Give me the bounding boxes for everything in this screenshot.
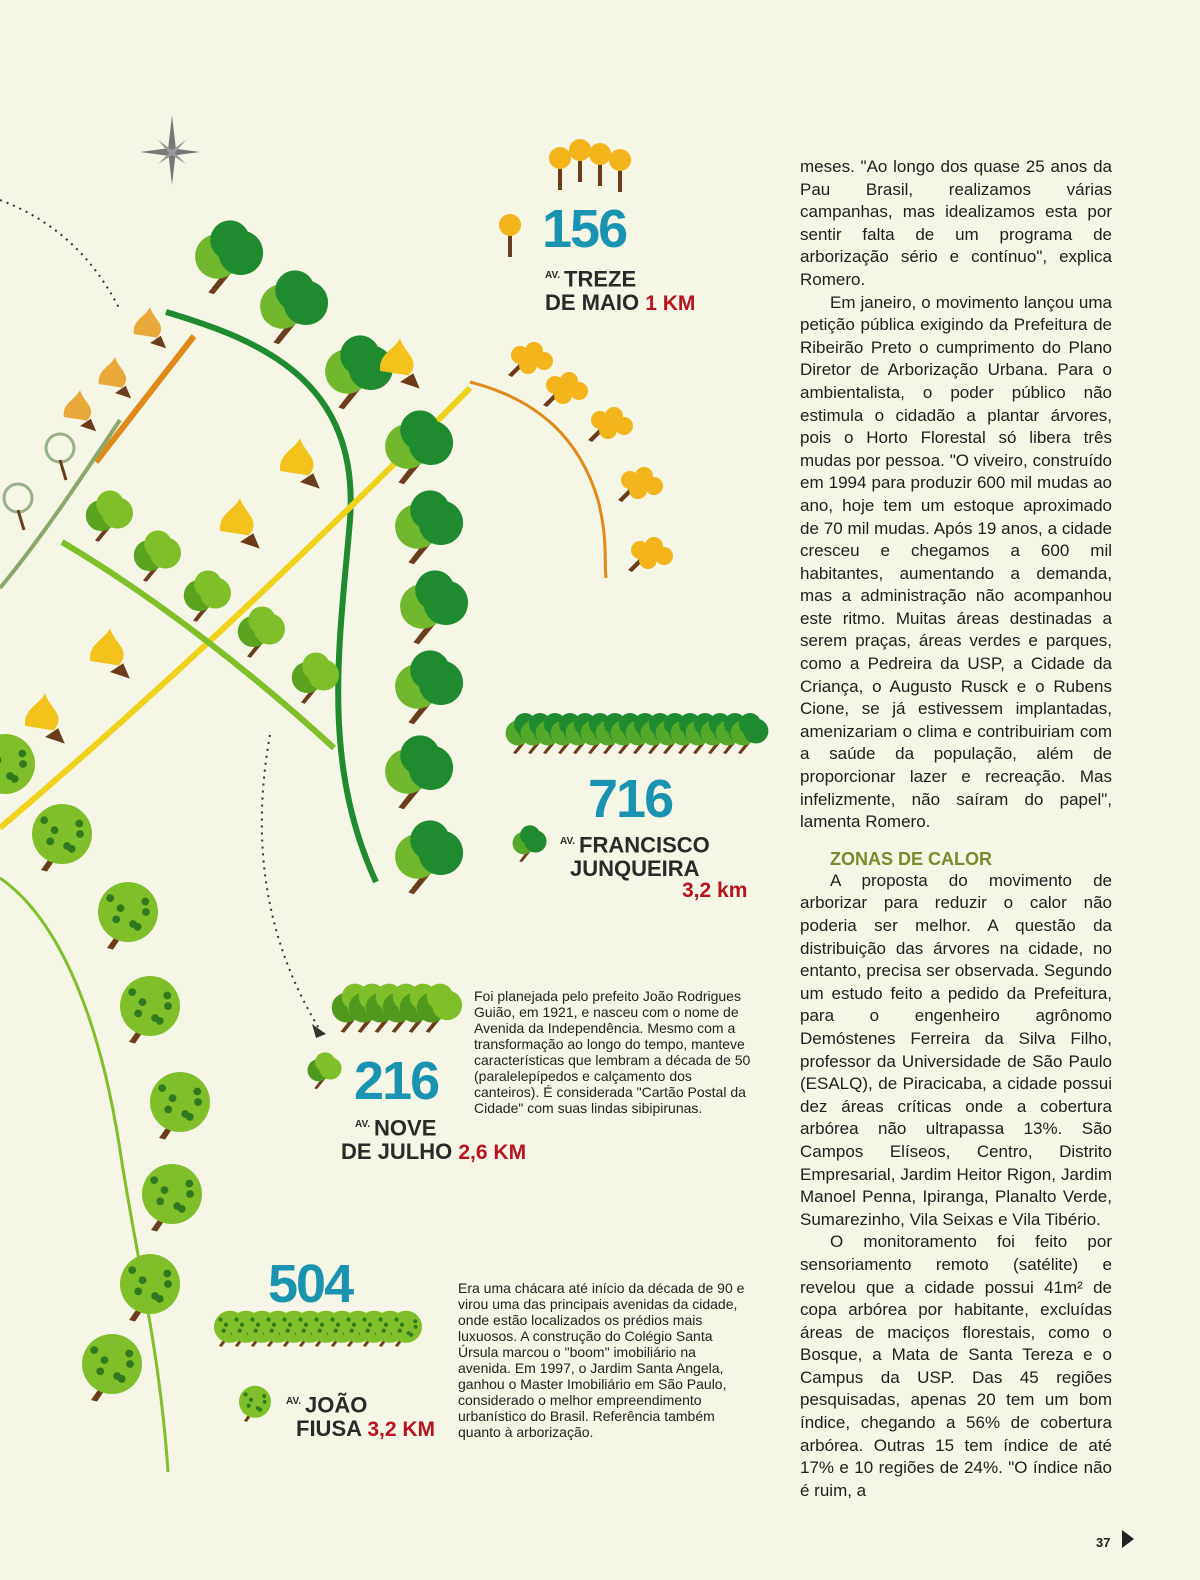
tree-icon xyxy=(120,976,180,1044)
tree-icon xyxy=(90,628,130,679)
av-prefix: AV. xyxy=(286,1396,302,1407)
tree-icon xyxy=(0,734,35,802)
tree-icon xyxy=(134,531,181,582)
stat-count: 156 xyxy=(542,199,627,259)
article-column xyxy=(800,156,1112,1502)
av-prefix: AV. xyxy=(560,836,576,847)
street-secondary xyxy=(0,878,168,1472)
next-page-arrow-icon xyxy=(1122,1530,1134,1548)
stat-count: 504 xyxy=(268,1254,353,1314)
tree-icon xyxy=(46,434,74,480)
flowering-tree-icon xyxy=(569,139,591,182)
distance-label: 3,2 km xyxy=(682,879,748,902)
stat-count: 716 xyxy=(588,769,673,829)
street-name-line2: DE JULHO xyxy=(341,1139,453,1165)
street-treze-de-maio-segment xyxy=(96,336,194,462)
street-label xyxy=(341,1113,526,1165)
flowering-tree-icon xyxy=(589,143,611,186)
tree-icon xyxy=(395,820,463,894)
street-name-line1: TREZE xyxy=(564,266,637,292)
av-prefix: AV. xyxy=(355,1119,371,1130)
tree-icon xyxy=(195,220,263,294)
flowering-tree-icon xyxy=(588,407,633,442)
article-paragraph: Em janeiro, o movimento lançou uma petição pública exigindo da Prefeitura de Ribeirão Preto o cumprimento do Plano Diretor de Arborização Urbana. Para o ambientalista, o poder público não estimula o cidadão a plantar árvores, pois o Horto Florestal só libera três mudas por pessoa. "O viveiro, construído em 1994 para produzir 600 mil mudas ao ano, hoje tem um estoque aproximado de 70 mil mudas. Após 19 anos, a cidade cresceu e chegamos a 600 mil habitantes, aumentando a demanda, mas a administração não acompanhou este ritmo. Muitas áreas destinadas a serem praças, áreas verdes e parques, como a Pedreira da USP, a Cidade da Criança, o Augusto Rusck e o Rubens Cione, se já estivessem implantadas, amenizariam o clima e contribuiriam com a saúde da população, além de proporcionar lazer e recreação. Mas infelizmente, não saíram do papel", lamenta Romero. xyxy=(800,292,1112,832)
tree-icon xyxy=(64,390,97,431)
street-label xyxy=(545,264,695,316)
compass-rose-icon xyxy=(140,115,200,185)
tree-icon xyxy=(150,1072,210,1140)
article-paragraph: O monitoramento foi feito por sensoriamento remoto (satélite) e revelou que a cidade possui 41m² de copa arbórea por habitante, excluídas áreas de maciços florestais, como o Bosque, a Mata de Santa Tereza e o Campus da USP. Das 45 regiões pesquisadas, apenas 20 tem um bom índice, chegando a 56% de cobertura arbórea. Outras 15 tem índice de até 17% e 10 regiões de 24%. "O índice não é ruim, a xyxy=(800,1232,1112,1500)
flowering-tree-icon xyxy=(628,537,673,572)
flowering-tree-icon xyxy=(549,147,571,190)
distance-label: 1 KM xyxy=(645,292,696,316)
tree-icon xyxy=(25,693,65,744)
dotted-leader-line xyxy=(0,200,120,310)
flowering-tree-icon xyxy=(609,149,631,192)
tree-icon xyxy=(220,498,260,549)
street-name-line1: NOVE xyxy=(374,1115,437,1141)
tree-icon xyxy=(86,491,133,542)
street-label xyxy=(286,1390,435,1442)
distance-label: 2,6 KM xyxy=(458,1141,527,1165)
street-name-line2: JUNQUEIRA xyxy=(570,856,700,882)
page-number: 37 xyxy=(1096,1535,1111,1550)
tree-icon xyxy=(292,653,339,704)
tree-icon xyxy=(325,335,393,409)
flowering-tree-icon xyxy=(499,214,521,257)
tree-icon xyxy=(120,1254,180,1322)
tree-icon xyxy=(395,490,463,564)
street-name-line1: FRANCISCO xyxy=(579,832,710,858)
tree-icon xyxy=(184,571,231,622)
article-paragraph: A proposta do movimento de arborizar para reduzir o calor não poderia ser melhor. A questão da distribuição das árvores na cidade, no entanto, precisa ser observada. Segundo um estudo feito a pedido da Prefeitura, para o engenheiro agrônomo Demóstenes Ferreira da Silva Filho, professor da Universidade de São Paulo (ESALQ), de Piracicaba, a cidade possui dez áreas críticas onde a cobertura arbórea não ultrapassa 13%. São Campos Elíseos, Centro, Distrito Empresarial, Jardim Heitor Rigon, Jardim Manoel Penna, Ipiranga, Planalto Verde, Sumarezinho, Vila Seixas e Vila Tibério. xyxy=(800,870,1112,1229)
tree-icon xyxy=(385,410,453,484)
tree-icon xyxy=(82,1334,142,1402)
small-tree-icon xyxy=(308,1052,342,1089)
street-name-line1: JOÃO xyxy=(305,1392,368,1418)
tree-icon xyxy=(280,438,320,489)
tree-icon xyxy=(400,570,468,644)
street-note: Era uma chácara até início da década de 90 e virou uma das principais avenidas da cidade, onde estão localizados os prédios mais luxuosos. A construção do Colégio Santa Úrsula marcou o "boom" imobiliário na avenida. Em 1997, o Jardim Santa Angela, ganhou o Master Imobiliário em São Paulo, considerado o melhor empreendimento urbanístico do Brasil. Referência também quanto à arborização. xyxy=(458,1280,745,1440)
street-note: Foi planejada pelo prefeito João Rodrigues Guião, em 1921, e nasceu com o nome de Avenida da Independência. Mesmo com a transformação ao longo do tempo, manteve características que lembram a década de 50 (paralelepípedos e calçamento dos canteiros). É considerada "Cartão Postal da Cidade" com suas lindas sibipirunas. xyxy=(474,988,751,1116)
distance-label: 3,2 KM xyxy=(367,1418,435,1442)
flowering-tree-icon xyxy=(543,372,588,407)
arrow-head-icon xyxy=(312,1024,326,1038)
tree-icon xyxy=(32,804,92,872)
tree-icon xyxy=(395,650,463,724)
street-name-line2: FIUSA xyxy=(296,1416,362,1442)
tree-icon xyxy=(260,270,328,344)
flowering-tree-icon xyxy=(618,467,663,502)
tree-icon xyxy=(385,735,453,809)
av-prefix: AV. xyxy=(545,270,561,281)
article-paragraph: meses. "Ao longo dos quase 25 anos da Pau Brasil, realizamos várias campanhas, mas idealizamos esta por sentir falta de um programa de arborização sério e contínuo", explica Romero. xyxy=(800,157,1112,289)
tree-icon xyxy=(99,357,132,398)
tree-icon xyxy=(134,307,167,348)
dotted-leader-line xyxy=(262,735,320,1030)
tree-icon xyxy=(239,1386,271,1422)
tree-icon xyxy=(238,607,285,658)
section-heading: ZONAS DE CALOR xyxy=(830,848,992,869)
small-tree-icon xyxy=(513,825,547,862)
street-label xyxy=(560,830,710,881)
flowering-tree-icon xyxy=(508,342,553,377)
tree-icon xyxy=(98,882,158,950)
street-treze-de-maio-segment xyxy=(470,382,606,578)
tree-icon xyxy=(4,484,32,530)
stat-count: 216 xyxy=(354,1051,439,1111)
street-name-line2: DE MAIO xyxy=(545,290,640,316)
tree-icon xyxy=(142,1164,202,1232)
